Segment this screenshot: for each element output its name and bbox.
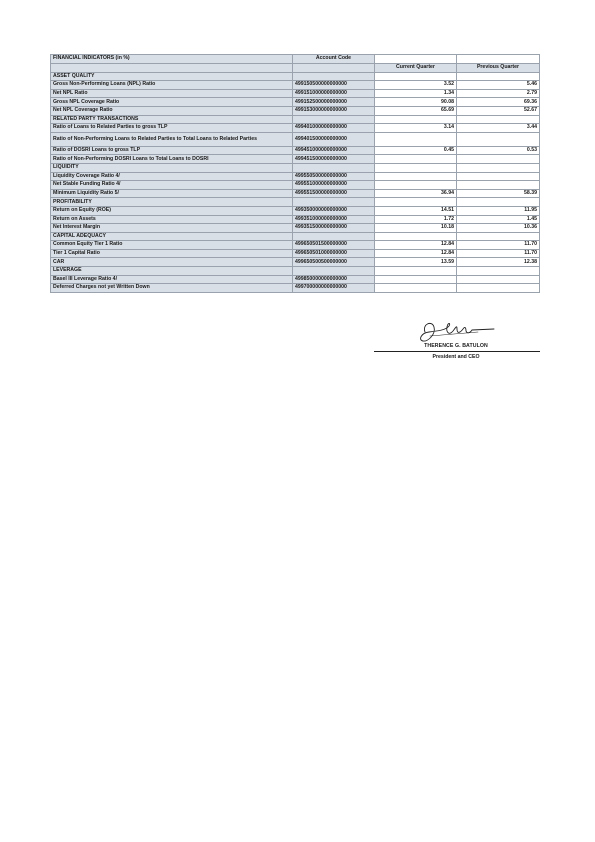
- table-row: [51, 206, 540, 215]
- table-row: [51, 89, 540, 98]
- account-code: 499700000000000000: [293, 284, 375, 293]
- empty-value-cell: [457, 72, 540, 81]
- current-quarter-value: 65.69: [375, 106, 457, 115]
- table-row: [51, 189, 540, 198]
- previous-quarter-value: [457, 132, 540, 146]
- indicator-label: CAR: [51, 258, 293, 267]
- current-quarter-value: [375, 275, 457, 284]
- table-row: [51, 258, 540, 267]
- table-row: [51, 106, 540, 115]
- current-quarter-value: 1.34: [375, 89, 457, 98]
- header-spacer-cell: [293, 64, 375, 73]
- empty-code-cell: [293, 267, 375, 276]
- previous-quarter-value: 69.36: [457, 98, 540, 107]
- previous-quarter-value: 1.45: [457, 215, 540, 224]
- table-row: [51, 215, 540, 224]
- empty-code-cell: [293, 115, 375, 124]
- indicator-label: Ratio of Loans to Related Parties to gross TLP: [51, 124, 293, 133]
- indicator-label: Net Interest Margin: [51, 224, 293, 233]
- indicator-label: Deferred Charges not yet Written Down: [51, 284, 293, 293]
- account-code: 499650501500000000: [293, 241, 375, 250]
- account-code: 499850000000000000: [293, 275, 375, 284]
- account-code: 499153000000000000: [293, 106, 375, 115]
- account-code: 499550500000000000: [293, 172, 375, 181]
- previous-quarter-value: 10.36: [457, 224, 540, 233]
- empty-value-cell: [457, 163, 540, 172]
- empty-value-cell: [375, 163, 457, 172]
- current-quarter-value: [375, 284, 457, 293]
- previous-quarter-value: [457, 181, 540, 190]
- section-label: RELATED PARTY TRANSACTIONS: [51, 115, 293, 124]
- current-quarter-header: Current Quarter: [375, 64, 457, 73]
- account-code: 499350000000000000: [293, 206, 375, 215]
- indicator-label: Ratio of DOSRI Loans to gross TLP: [51, 146, 293, 155]
- empty-value-cell: [375, 232, 457, 241]
- indicator-label: Tier 1 Capital Ratio: [51, 249, 293, 258]
- indicator-label: Ratio of Non-Performing DOSRI Loans to Total Loans to DOSRI: [51, 155, 293, 164]
- previous-quarter-value: 0.53: [457, 146, 540, 155]
- header-row: [51, 55, 540, 64]
- indicator-label: Net NPL Coverage Ratio: [51, 106, 293, 115]
- current-quarter-value: 12.84: [375, 241, 457, 250]
- account-code: 499151000000000000: [293, 89, 375, 98]
- section-row: [51, 163, 540, 172]
- empty-code-cell: [293, 232, 375, 241]
- current-quarter-value: 0.45: [375, 146, 457, 155]
- signatory-title: President and CEO: [432, 354, 480, 360]
- current-quarter-value: 1.72: [375, 215, 457, 224]
- indicator-label: Basel III Leverage Ratio 4/: [51, 275, 293, 284]
- table-row: [51, 181, 540, 190]
- current-quarter-value: 3.14: [375, 124, 457, 133]
- account-code: 499650501000000000: [293, 249, 375, 258]
- section-row: [51, 267, 540, 276]
- section-label: CAPITAL ADEQUACY: [51, 232, 293, 241]
- table-row: [51, 172, 540, 181]
- section-row: [51, 72, 540, 81]
- previous-quarter-header: Previous Quarter: [457, 64, 540, 73]
- table-body: [51, 55, 540, 293]
- table-row: [51, 81, 540, 90]
- empty-value-cell: [457, 267, 540, 276]
- account-code: 499650500500000000: [293, 258, 375, 267]
- current-quarter-value: 10.18: [375, 224, 457, 233]
- account-code: 499351000000000000: [293, 215, 375, 224]
- section-row: [51, 198, 540, 207]
- previous-quarter-value: 12.38: [457, 258, 540, 267]
- account-code: 499150500000000000: [293, 81, 375, 90]
- indicator-label: Common Equity Tier 1 Ratio: [51, 241, 293, 250]
- column-header-row: [51, 64, 540, 73]
- previous-quarter-value: [457, 155, 540, 164]
- current-quarter-value: 13.59: [375, 258, 457, 267]
- table-row: [51, 284, 540, 293]
- previous-quarter-value: 5.46: [457, 81, 540, 90]
- indicator-label: Return on Assets: [51, 215, 293, 224]
- empty-code-cell: [293, 163, 375, 172]
- signature-line: [374, 351, 540, 352]
- account-code: 499401500000000000: [293, 132, 375, 146]
- empty-code-cell: [293, 72, 375, 81]
- account-code: 499401000000000000: [293, 124, 375, 133]
- current-quarter-value: 90.08: [375, 98, 457, 107]
- empty-value-cell: [375, 267, 457, 276]
- empty-value-cell: [375, 198, 457, 207]
- empty-value-cell: [375, 115, 457, 124]
- table-row: [51, 132, 540, 146]
- table-row: [51, 275, 540, 284]
- section-label: LIQUIDITY: [51, 163, 293, 172]
- current-quarter-value: 12.84: [375, 249, 457, 258]
- previous-quarter-value: 2.79: [457, 89, 540, 98]
- indicator-label: Net Stable Funding Ratio 4/: [51, 181, 293, 190]
- empty-value-cell: [375, 72, 457, 81]
- previous-quarter-value: 52.67: [457, 106, 540, 115]
- previous-quarter-value: 3.44: [457, 124, 540, 133]
- account-code: 499451500000000000: [293, 155, 375, 164]
- current-quarter-value: [375, 181, 457, 190]
- financial-indicators-table: [50, 54, 540, 293]
- section-label: ASSET QUALITY: [51, 72, 293, 81]
- header-blank-cell: [375, 55, 457, 64]
- table-row: [51, 98, 540, 107]
- header-spacer-cell: [51, 64, 293, 73]
- empty-value-cell: [457, 198, 540, 207]
- current-quarter-value: 3.52: [375, 81, 457, 90]
- account-code-header: Account Code: [293, 55, 375, 64]
- account-code: 499351500000000000: [293, 224, 375, 233]
- current-quarter-value: [375, 172, 457, 181]
- account-code: 499551000000000000: [293, 181, 375, 190]
- previous-quarter-value: [457, 284, 540, 293]
- signatory-name: THERENCE G. BATULON: [424, 342, 488, 349]
- current-quarter-value: 14.51: [375, 206, 457, 215]
- indicator-label: Gross Non-Performing Loans (NPL) Ratio: [51, 81, 293, 90]
- previous-quarter-value: [457, 275, 540, 284]
- account-code: 499551500000000000: [293, 189, 375, 198]
- table-row: [51, 146, 540, 155]
- indicator-label: Net NPL Ratio: [51, 89, 293, 98]
- indicator-label: Gross NPL Coverage Ratio: [51, 98, 293, 107]
- section-label: PROFITABILITY: [51, 198, 293, 207]
- indicator-label: Minimum Liquidity Ratio 5/: [51, 189, 293, 198]
- previous-quarter-value: [457, 172, 540, 181]
- header-blank-cell: [457, 55, 540, 64]
- account-code: 499152500000000000: [293, 98, 375, 107]
- empty-code-cell: [293, 198, 375, 207]
- current-quarter-value: [375, 155, 457, 164]
- table-row: [51, 241, 540, 250]
- indicator-label: Liquidity Coverage Ratio 4/: [51, 172, 293, 181]
- previous-quarter-value: 11.95: [457, 206, 540, 215]
- table-row: [51, 249, 540, 258]
- table-row: [51, 124, 540, 133]
- table-row: [51, 155, 540, 164]
- previous-quarter-value: 11.70: [457, 241, 540, 250]
- indicator-label: Return on Equity (ROE): [51, 206, 293, 215]
- previous-quarter-value: 58.39: [457, 189, 540, 198]
- empty-value-cell: [457, 115, 540, 124]
- current-quarter-value: [375, 132, 457, 146]
- section-row: [51, 115, 540, 124]
- previous-quarter-value: 11.70: [457, 249, 540, 258]
- section-row: [51, 232, 540, 241]
- account-code: 499451000000000000: [293, 146, 375, 155]
- current-quarter-value: 36.94: [375, 189, 457, 198]
- section-label: LEVERAGE: [51, 267, 293, 276]
- table-row: [51, 224, 540, 233]
- empty-value-cell: [457, 232, 540, 241]
- table-title: FINANCIAL INDICATORS (in %): [51, 55, 293, 64]
- indicator-label: Ratio of Non-Performing Loans to Related Parties to Total Loans to Related Parties: [51, 132, 293, 146]
